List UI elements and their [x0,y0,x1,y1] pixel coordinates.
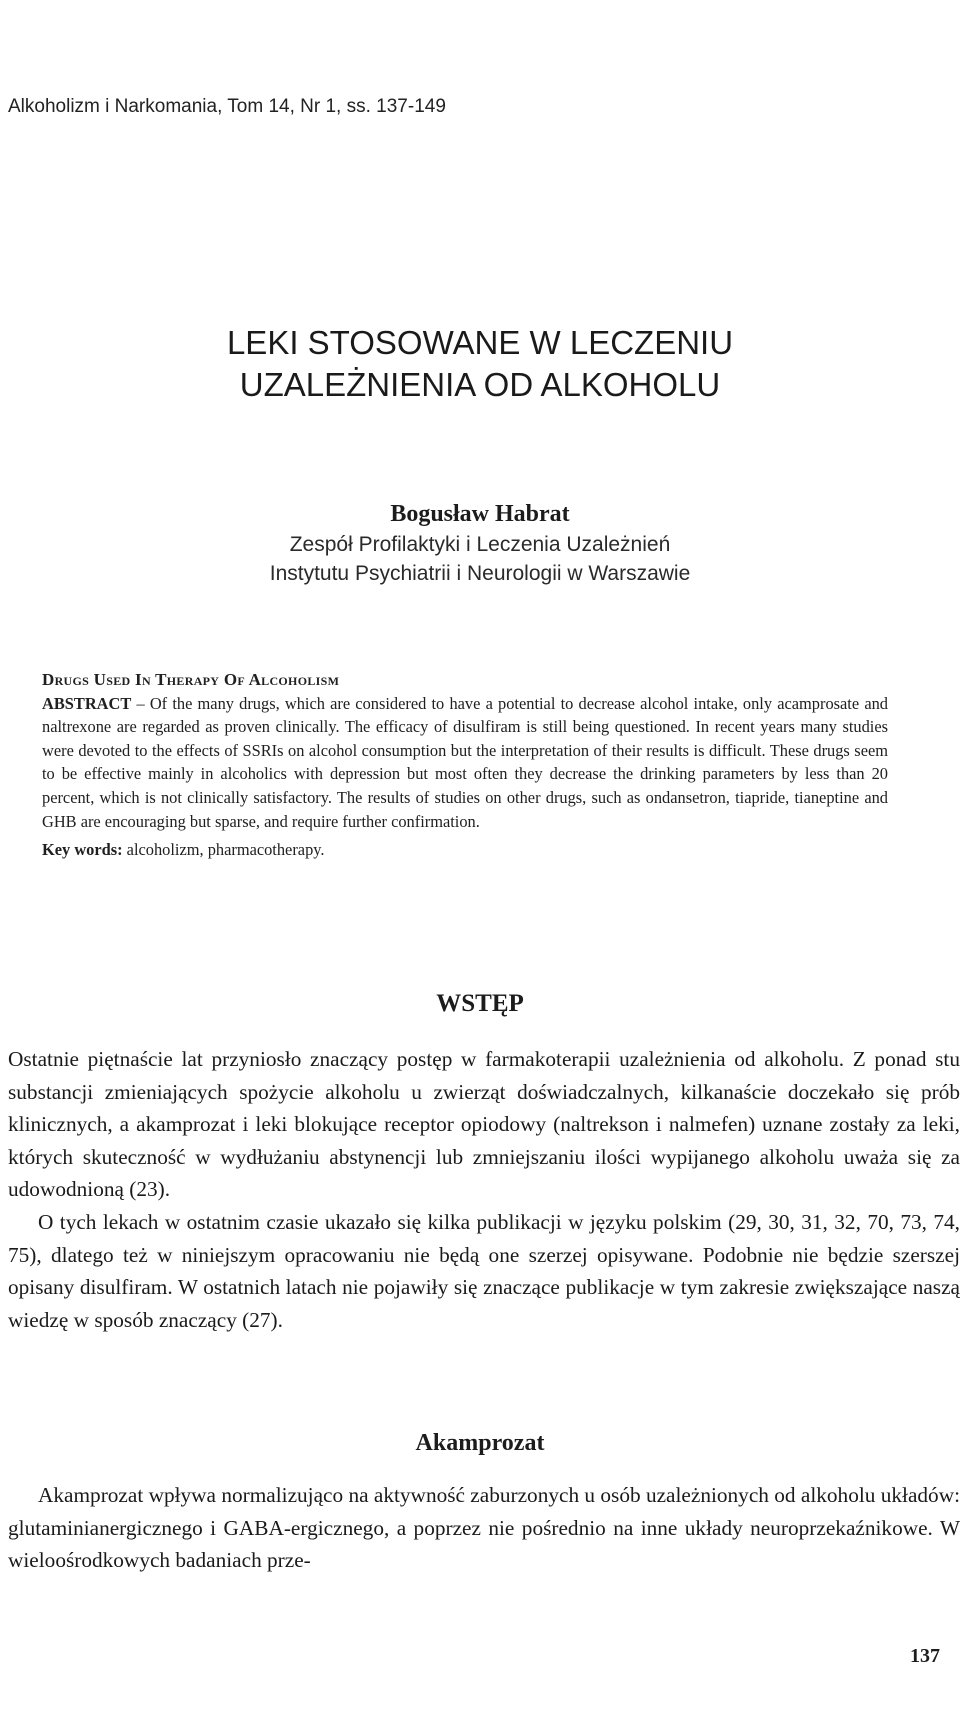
title-line-2: UZALEŻNIENIA OD ALKOHOLU [239,366,721,403]
affiliation-line-1: Zespół Profilaktyki i Leczenia Uzależnień [289,533,671,556]
page-number: 137 [910,1645,940,1667]
section-heading-wstep: WSTĘP [436,990,524,1017]
english-title: Drugs Used In Therapy Of Alcoholism [42,670,340,689]
article-title [0,322,960,406]
keywords-text: alcoholizm, pharmacotherapy. [122,840,325,860]
keywords-line [42,838,888,862]
author-block [0,498,960,588]
wstep-paragraph-2: O tych lekach w ostatnim czasie ukazało się kilka publikacji w języku polskim (29, 30, 31, 32, 70, 73, 74, 75), dlatego też w niniejszym opracowaniu nie będą one szerzej opisywane. Podobnie nie będzie szerszej opisany disulfiram. W ostatnich latach nie pojawiły się znaczące publikacje w tym zakresie zwiększające naszą wiedzę w sposób znaczący (27). [8,1209,960,1332]
author-name: Bogusław Habrat [390,501,570,527]
journal-header: Alkoholizm i Narkomania, Tom 14, Nr 1, ss. 137-149 [8,96,446,117]
abstract-block [42,668,888,862]
abstract-label: ABSTRACT [42,693,132,713]
akamprozat-paragraph-1: Akamprozat wpływa normalizująco na aktywność zaburzonych u osób uzależnionych od alkoholu układów: glutaminianergicznego i GABA-ergicznego, a poprzez nie pośrednio na inne układy neuroprzekaźnikowe. W wieloośrodkowych badaniach prze- [8,1483,960,1573]
affiliation-line-2: Instytutu Psychiatrii i Neurologii w Warszawie [269,562,691,585]
abstract-paragraph [42,692,888,834]
section-wstep-body [8,1043,960,1336]
section-heading-akamprozat: Akamprozat [415,1430,545,1456]
title-line-1: LEKI STOSOWANE W LECZENIU [226,324,734,361]
abstract-text: – Of the many drugs, which are considered to have a potential to decrease alcohol intake, only acamprosate and naltrexone are regarded as proven clinically. The efficacy of disulfiram is still being questioned. In recent years many studies were devoted to the effects of SSRIs on alcohol consumption but the interpretation of their results is difficult. These drugs seem to be effective mainly in alcoholics with depression but most often they decrease the drinking parameters by less than 20 percent, which is not clinically satisfactory. The results of studies on other drugs, such as ondansetron, tiapride, tianeptine and GHB are encouraging but sparse, and require further confirmation. [42,693,888,831]
keywords-label: Key words: [42,840,123,860]
section-akamprozat-body [8,1479,960,1577]
wstep-paragraph-1: Ostatnie piętnaście lat przyniosło znaczący postęp w farmakoterapii uzależnienia od alkoholu. Z ponad stu substancji zmieniających spożycie alkoholu u zwierząt doświadczalnych, kilkanaście doczekało się prób klinicznych, a akamprozat i leki blokujące receptor opiodowy (naltrekson i nalmefen) uznane zostały za leki, których skuteczność w wydłużaniu abstynencji lub zmniejszaniu ilości wypijanego alkoholu uważa się za udowodnioną (23). [8,1047,960,1202]
